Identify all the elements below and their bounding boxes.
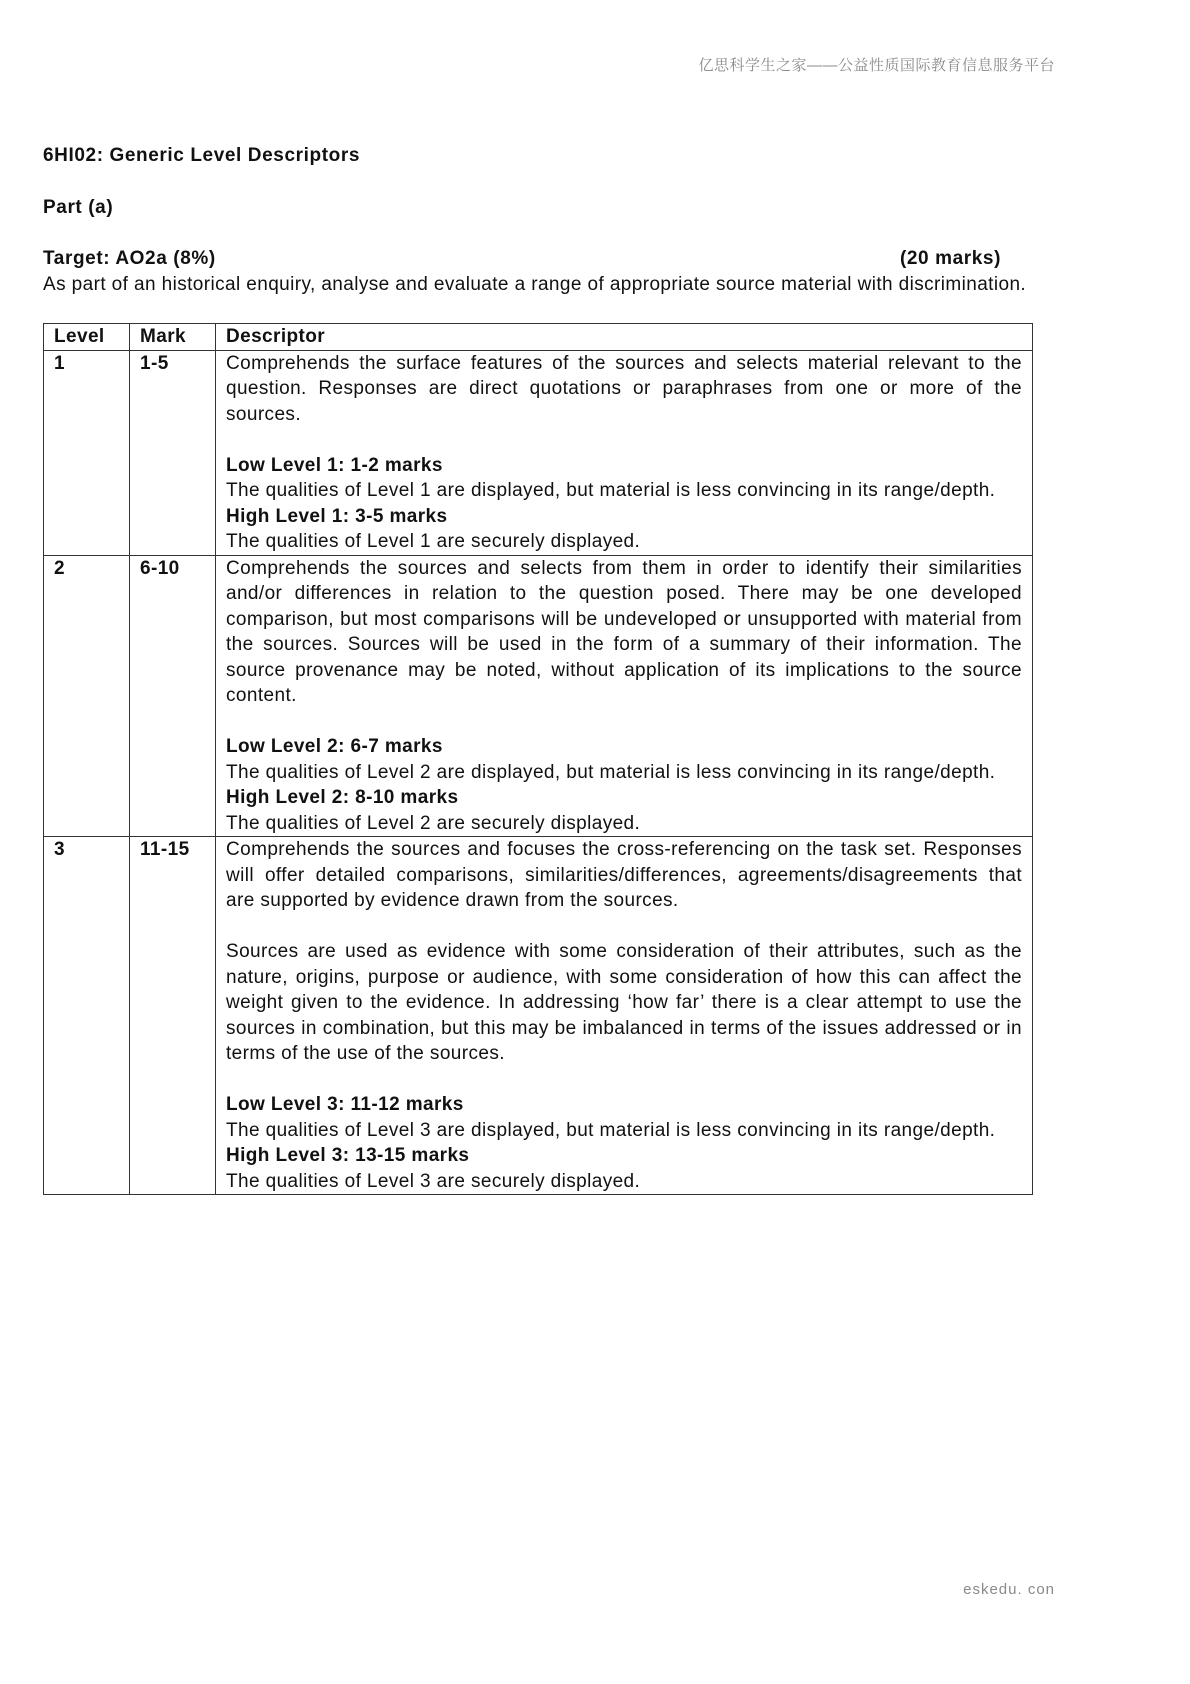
low-level-text: The qualities of Level 1 are displayed, but material is less convincing in its range/depth. (226, 480, 996, 501)
row-descriptor (216, 555, 1033, 837)
low-level-title: Low Level 2: 6-7 marks (226, 736, 443, 757)
low-level-title: Low Level 3: 11-12 marks (226, 1094, 464, 1115)
target-label: Target: AO2a (8%) (43, 248, 216, 269)
descriptor-paragraph: Comprehends the surface features of the sources and selects material relevant to the question. Responses are direct quotations or paraphrases from one or more of the sources. (226, 352, 1022, 425)
row-mark: 1-5 (130, 350, 216, 555)
marks-label: (20 marks) (899, 248, 1001, 269)
low-level-text: The qualities of Level 2 are displayed, but material is less convincing in its range/depth. (226, 761, 996, 783)
watermark-header: 亿思科学生之家——公益性质国际教育信息服务平台 (698, 57, 1055, 74)
watermark-footer: eskedu. con (963, 1581, 1055, 1598)
high-level-title: High Level 2: 8-10 marks (226, 787, 459, 808)
high-level-text: The qualities of Level 3 are securely displayed. (226, 1170, 641, 1192)
header-descriptor: Descriptor (216, 324, 1033, 351)
descriptor-paragraph: Sources are used as evidence with some consideration of their attributes, such as the nature, origins, purpose or audience, with some consideration of how this can affect the weight given to the evidence. In addressing ‘how far’ there is a clear attempt to use the sources in combination, but this may be imbalanced in terms of the issues addressed or in terms of the use of the sources. (226, 941, 1022, 1064)
intro-text: As part of an historical enquiry, analyse and evaluate a range of appropriate source material with discrimination. (43, 273, 1027, 295)
document-body (43, 143, 1033, 1195)
target-row (43, 246, 1001, 272)
table-row (44, 555, 1033, 837)
low-level-title: Low Level 1: 1-2 marks (226, 454, 443, 476)
table-row (44, 350, 1033, 555)
high-level-title: High Level 1: 3-5 marks (226, 505, 448, 527)
row-level: 1 (44, 350, 130, 555)
header-mark: Mark (130, 324, 216, 351)
table-row (44, 837, 1033, 1195)
row-mark: 11-15 (130, 837, 216, 1195)
low-level-text: The qualities of Level 3 are displayed, but material is less convincing in its range/depth. (226, 1119, 996, 1141)
table-header-row (44, 324, 1033, 351)
document-heading: 6HI02: Generic Level Descriptors (43, 145, 361, 166)
row-mark: 6-10 (130, 555, 216, 837)
descriptor-paragraph: Comprehends the sources and selects from them in order to identify their similarities and/or differences in relation to the question posed. There may be one developed comparison, but most comparisons will be undeveloped or unsupported with material from the sources. Sources will be used in the form of a summary of their information. The source provenance may be noted, without application of its implications to the source content. (226, 557, 1022, 706)
descriptor-paragraph: Comprehends the sources and focuses the cross-referencing on the task set. Responses will offer detailed comparisons, similarities/differences, agreements/disagreements that are supported by evidence drawn from the sources. (226, 839, 1022, 911)
header-level: Level (44, 324, 130, 351)
high-level-text: The qualities of Level 1 are securely displayed. (226, 531, 641, 552)
level-descriptor-table (43, 323, 1033, 1195)
row-level: 2 (44, 555, 130, 837)
high-level-title: High Level 3: 13-15 marks (226, 1145, 470, 1166)
row-descriptor (216, 350, 1033, 555)
row-descriptor (216, 837, 1033, 1195)
row-level: 3 (44, 837, 130, 1195)
part-label: Part (a) (43, 196, 114, 218)
high-level-text: The qualities of Level 2 are securely displayed. (226, 812, 641, 834)
